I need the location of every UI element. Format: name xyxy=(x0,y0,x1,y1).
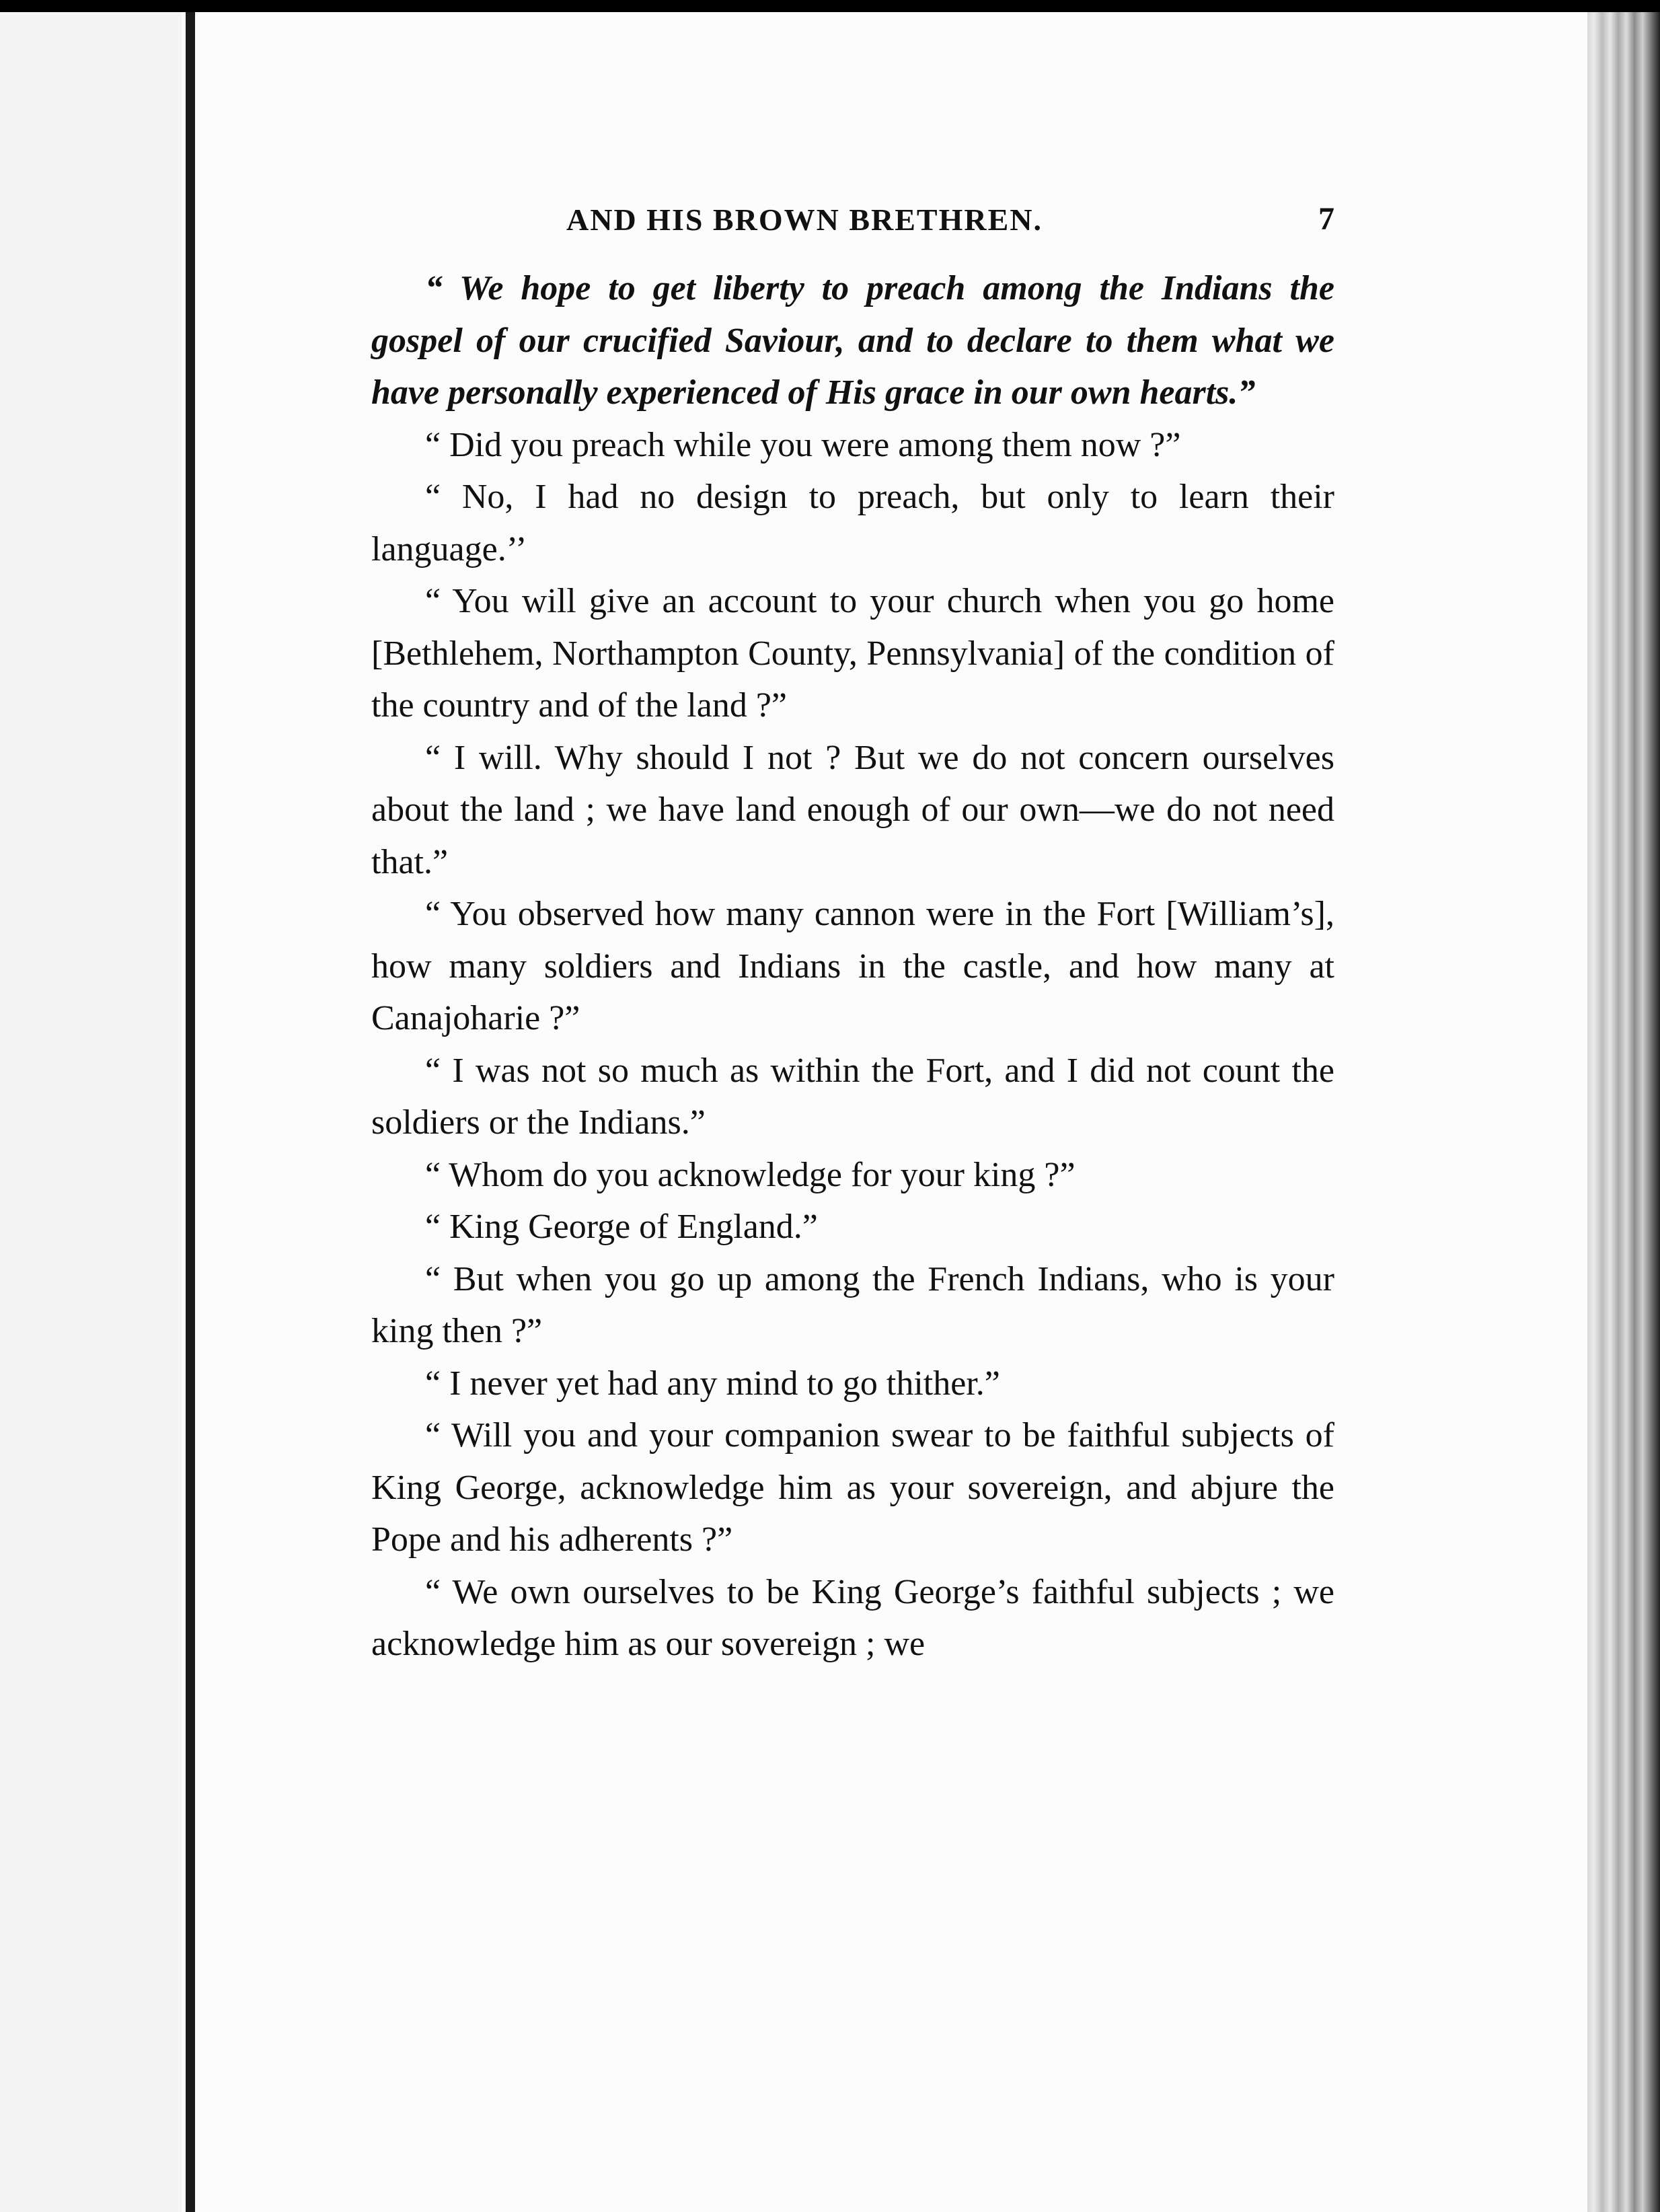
page-text xyxy=(371,195,1334,1670)
paragraph: “ Whom do you acknowledge for your king ?” xyxy=(425,1155,1076,1194)
paragraph: “ No, I had no design to preach, but only to learn their language.’’ xyxy=(371,478,1334,568)
page-number: 7 xyxy=(1318,201,1334,237)
paragraph: “ King George of England.” xyxy=(425,1208,818,1246)
paragraph: “ You will give an account to your church when you go home [Bethlehem, Northampton County, Pennsylvania] of the condition of the country and of the land ?” xyxy=(371,582,1334,725)
page-stack-edge xyxy=(1587,12,1660,2212)
left-page-margin xyxy=(0,12,195,2212)
paragraph: “ But when you go up among the French Indians, who is your king then ?” xyxy=(371,1259,1334,1350)
paragraph: “ You observed how many cannon were in the Fort [William’s], how many soldiers and Indians in the castle, and how many at Canajoharie ?” xyxy=(371,895,1334,1037)
paragraph: “ We own ourselves to be King George’s faithful subjects ; we acknowledge him as our sovereign ; we xyxy=(371,1572,1334,1663)
paragraph: “ We hope to get liberty to preach among the Indians the gospel of our crucified Saviour, and to declare to them what we have personally experienced of His grace in our own hearts.” xyxy=(371,269,1334,412)
page-header xyxy=(371,195,1334,262)
paragraph: “ I never yet had any mind to go thither.” xyxy=(425,1364,1000,1403)
paragraph: “ I was not so much as within the Fort, and I did not count the soldiers or the Indians.” xyxy=(371,1051,1334,1142)
paragraph: “ I will. Why should I not ? But we do not concern ourselves about the land ; we have land enough of our own—we do not need that.” xyxy=(371,738,1334,881)
running-head: AND HIS BROWN BRETHREN. xyxy=(566,202,1043,237)
paragraph: “ Will you and your companion swear to be faithful subjects of King George, acknowledge him as your sovereign, and abjure the Pope and his adherents ?” xyxy=(371,1416,1334,1559)
paragraph: “ Did you preach while you were among them now ?” xyxy=(425,425,1181,464)
book-gutter xyxy=(186,12,195,2212)
